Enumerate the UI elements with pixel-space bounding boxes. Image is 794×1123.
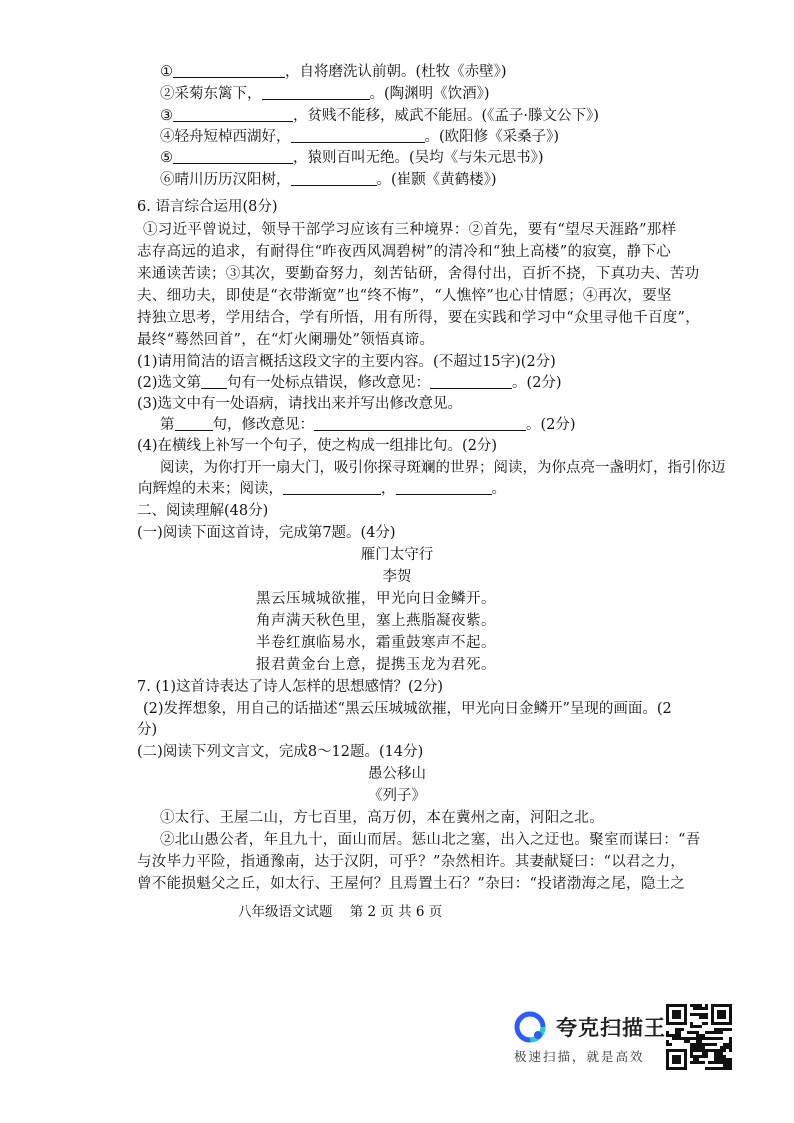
q6-sub4-line2-c: 。 [491,481,506,497]
q6-passage-line: 夫、细功夫，即使是“衣带渐宽”也“终不悔”，“人憔悴”也心甘情愿；④再次，要坚 [137,288,672,304]
q6-sub2-c: 。(2分) [512,375,562,391]
poem-line: 角声满天秋色里，塞上燕脂凝夜紫。 [256,613,496,629]
quark-logo-icon [514,1011,546,1043]
answer-blank [201,374,227,389]
watermark-title: 夸克扫描王 [556,1016,666,1040]
answer-blank [262,85,370,100]
fill-line-4 [160,127,559,147]
poem-line: 半卷红旗临易水，霜重鼓寒声不起。 [256,635,496,651]
fill-line-6-text: ⑥晴川历历汉阳树， [160,172,291,188]
q7-1: 7. (1)这首诗表达了诗人怎样的思想感情？(2分) [137,679,444,695]
poem-title: 雁门太守行 [360,547,434,563]
fill-line-5-text: ，猿则百叫无绝。(吴均《与朱元思书》) [293,150,544,166]
answer-blank [173,63,285,78]
q6-passage-line: 来通读苦读；③其次，要勤奋努力，刻苦钻研，舍得付出，百折不挠，下真功夫、苦功 [137,266,700,282]
q6-sub4-line2-a: 向辉煌的未来；阅读， [138,481,283,497]
classical-para-1: ①太行、王屋二山，方七百里，高万仞，本在冀州之南，河阳之北。 [160,810,604,826]
section2-title: 二、阅读理解(48分) [137,503,269,519]
answer-blank [283,480,381,495]
fill-line-5-num: ⑤ [160,150,173,166]
fill-line-3-text: ，贫贱不能移，威武不能屈。(《孟子·滕文公下》) [293,108,599,124]
classical-para-2-line: 曾不能损魁父之丘，如太行、王屋何？且焉置土石？”杂曰：“投诸渤海之尾，隐土之 [137,876,686,892]
q7-2: (2)发挥想象，用自己的话描述“黑云压城城欲摧，甲光向日金鳞开”呈现的画面。(2 [143,701,672,717]
fill-line-6-source: 。(崔颢《黄鹤楼》) [376,172,497,188]
q6-sub3-c: 。(2分) [526,417,576,433]
q6-sub2-b: 句有一处标点错误，修改意见： [227,375,431,391]
answer-blank [173,107,293,122]
part2-title: (二)阅读下列文言文，完成8～12题。(14分) [137,744,424,760]
page-footer: 八年级语文试题 第 2 页 共 6 页 [238,904,443,920]
answer-blank [175,416,213,431]
answer-blank [396,480,492,495]
answer-blank [291,171,377,186]
answer-blank [430,374,512,389]
q6-title: 6. 语言综合运用(8分) [137,199,278,215]
fill-line-6 [160,170,497,190]
q6-sub3-answer [160,415,576,435]
poem-author: 李贺 [382,569,412,585]
fill-line-3-num: ③ [160,108,173,124]
fill-line-1-text: ，自将磨洗认前朝。(杜牧《赤壁》) [285,64,507,80]
fill-line-1-num: ① [160,64,173,80]
poem-line: 黑云压城城欲摧，甲光向日金鳞开。 [256,591,496,607]
fill-line-2 [160,84,490,104]
q6-passage-line: 持独立思考，学用结合，学有所悟，用有所得，要在实践和学习中“众里寻他千百度”， [137,310,701,326]
classical-para-2-line: 与汝毕力平险，指通豫南，达于汉阴，可乎？”杂然相许。其妻献疑曰：“以君之力， [137,854,686,870]
q6-sub3-b: 句，修改意见： [212,417,314,433]
q6-sub3: (3)选文中有一处语病，请找出来并写出修改意见。 [137,396,463,412]
q6-sub4-line1: 阅读，为你打开一扇大门，吸引你探寻斑斓的世界；阅读，为你点亮一盏明灯，指引你迈 [160,460,726,476]
part1-title: (一)阅读下面这首诗，完成第7题。(4分) [137,525,396,541]
q6-sub2 [137,373,562,393]
q7-2-cont: 分) [137,722,158,738]
answer-blank [291,128,425,143]
watermark-subtitle: 极速扫描，就是高效 [514,1049,645,1064]
fill-line-5 [160,148,544,168]
fill-line-4-source: 。(欧阳修《采桑子》) [424,129,560,145]
answer-blank [173,149,293,164]
q6-sub4: (4)在横线上补写一个句子，使之构成一组排比句。(2分) [137,438,498,454]
fill-line-4-text: ④轻舟短棹西湖好， [160,129,291,145]
poem-line: 报君黄金台上意，提携玉龙为君死。 [256,657,496,673]
fill-line-2-text: ②采菊东篱下， [160,86,262,102]
answer-blank [314,416,526,431]
classical-para-2-line: ②北山愚公者，年且九十，面山而居。惩山北之塞，出入之迂也。聚室而谋曰：“吾 [160,832,701,848]
q6-sub1: (1)请用简洁的语言概括这段文字的主要内容。(不超过15字)(2分) [137,354,556,370]
q6-passage-line: 最终“蓦然回首”，在“灯火阑珊处”领悟真谛。 [137,332,435,348]
q6-passage-line: 志存高远的追求，有耐得住“昨夜西风凋碧树”的清冷和“独上高楼”的寂寞，静下心 [137,244,672,260]
text-source: 《列子》 [368,788,426,804]
fill-line-1 [160,62,507,82]
fill-line-2-source: 。(陶渊明《饮酒》) [369,86,490,102]
fill-line-3 [160,106,599,126]
q6-passage-line: ①习近平曾说过，领导干部学习应该有三种境界：②首先，要有“望尽天涯路”那样 [143,222,677,238]
q6-sub3-a: 第 [160,417,175,433]
q6-sub4-line2 [138,479,506,499]
text-title: 愚公移山 [368,766,426,782]
q6-sub2-a: (2)选文第 [137,375,202,391]
q6-sub4-line2-b: ， [381,481,396,497]
qr-code-icon [666,1004,732,1070]
